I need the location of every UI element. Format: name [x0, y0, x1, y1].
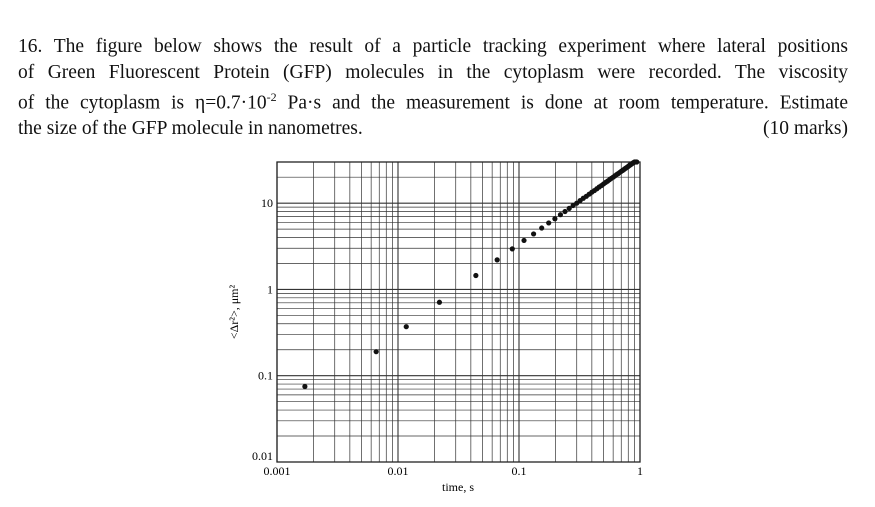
- data-point: [473, 273, 478, 278]
- y-tick-label: 1: [267, 282, 273, 297]
- y-tick-labels: [252, 196, 273, 463]
- x-tick-label: 1: [637, 464, 643, 478]
- data-point: [546, 220, 551, 225]
- data-point: [539, 225, 544, 230]
- data-point: [531, 231, 536, 236]
- y-tick-label: 0.01: [252, 449, 273, 463]
- data-point: [558, 212, 563, 217]
- question-line-3: of the cytoplasm is $\eta=0.7\cdot 10^{-2}$ Pa·s and the measurement is done at room temperature. Estimate: [18, 90, 848, 114]
- y-tick-label: 10: [261, 196, 273, 211]
- data-point: [495, 257, 500, 262]
- question-line-4: the size of the GFP molecule in nanometres. (10 marks): [18, 116, 848, 142]
- marks-label: (10 marks): [762, 118, 848, 139]
- chart-grid: [277, 162, 640, 462]
- data-point: [510, 246, 515, 251]
- question-number: 16.: [18, 36, 43, 57]
- viscosity-exponent: -2: [266, 90, 277, 104]
- y-tick-label: 0.1: [258, 368, 273, 383]
- x-tick-labels: [264, 464, 644, 478]
- question-line-1: 16. The figure below shows the result of a particle tracking experiment where lateral positions: [18, 36, 848, 57]
- data-point: [404, 324, 409, 329]
- x-tick-label: 0.001: [263, 464, 291, 478]
- data-point: [437, 300, 442, 305]
- x-tick-label: 0.01: [387, 464, 409, 478]
- y-axis-label: <Δr²>, μm²: [227, 284, 241, 340]
- x-tick-label: 0.1: [511, 464, 527, 478]
- data-point: [521, 238, 526, 243]
- data-point: [302, 384, 307, 389]
- question-line-2: of Green Fluorescent Protein (GFP) molecules in the cytoplasm were recorded. The viscosity: [18, 61, 848, 83]
- data-point: [562, 209, 567, 214]
- data-point: [634, 159, 639, 164]
- data-point: [552, 216, 557, 221]
- x-axis-label: time, s: [442, 480, 474, 494]
- data-point: [374, 349, 379, 354]
